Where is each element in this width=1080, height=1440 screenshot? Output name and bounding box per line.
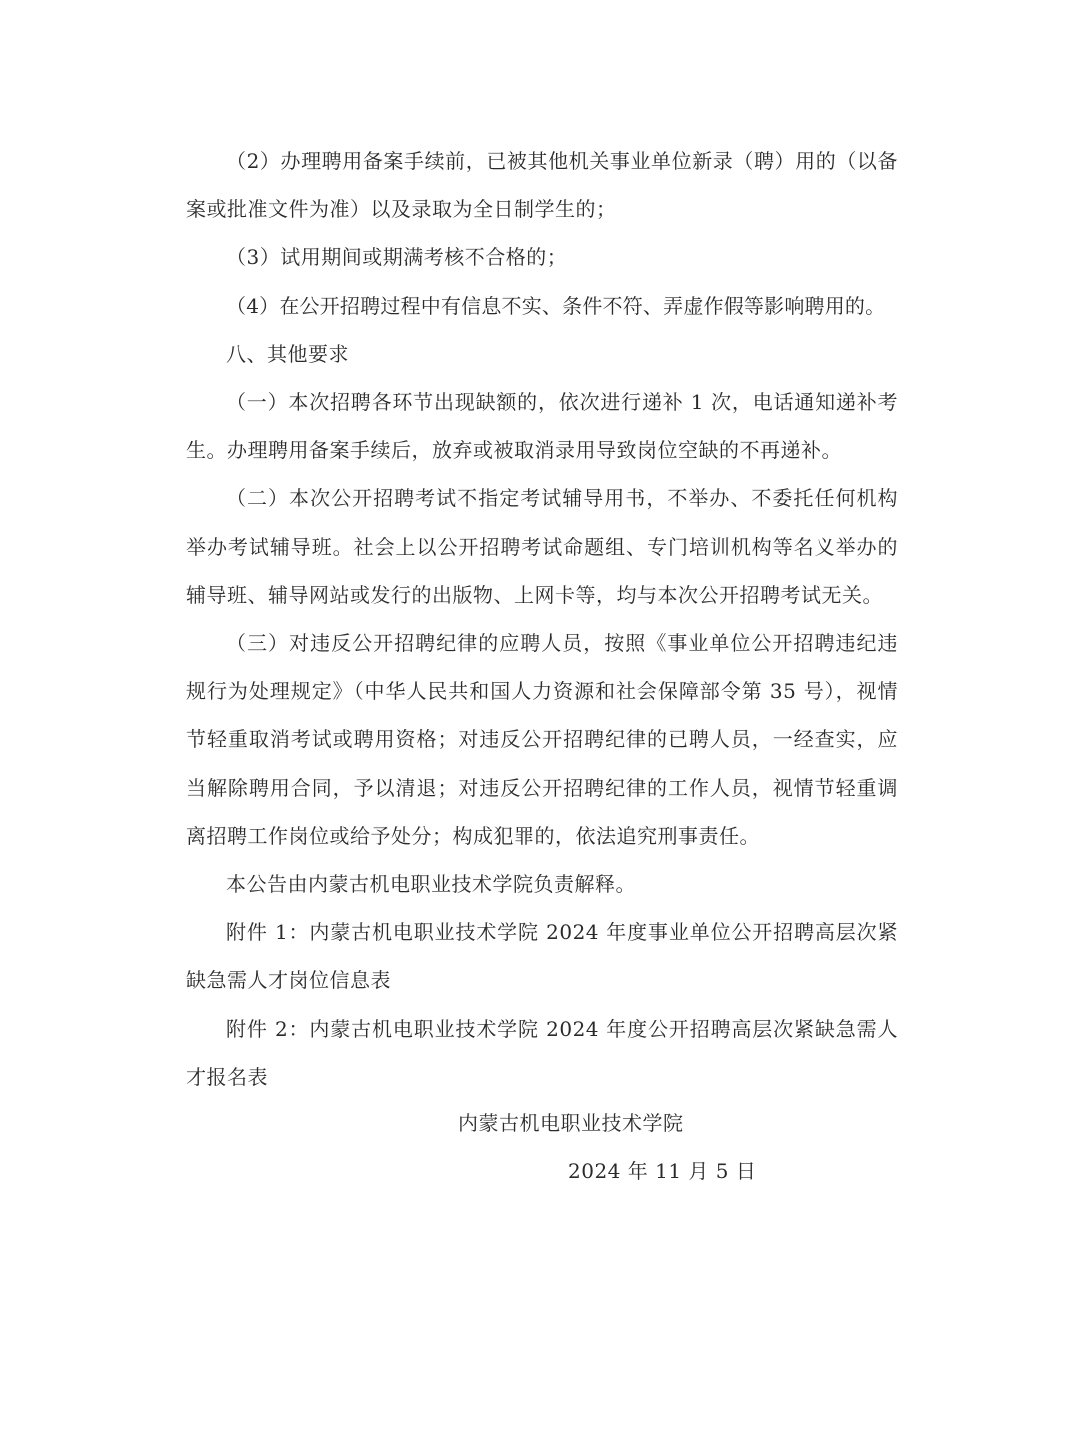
paragraph-item-4: （4）在公开招聘过程中有信息不实、条件不符、弄虚作假等影响聘用的。 [226,293,886,318]
paragraph-requirement-3: （三）对违反公开招聘纪律的应聘人员，按照《事业单位公开招聘违纪违规行为处理规定》（中华人民共和国人力资源和社会保障部令第 35 号），视情节轻重取消考试或聘用资格；对违反公开招聘纪律的已聘人员，一经查实，应当解除聘用合同，予以清退；对违反公开招聘纪律的工作人员，视情节轻重调离招聘工作岗位或给予处分；构成犯罪的，依法追究刑事责任。 [186,631,898,848]
paragraph-interpretation: 本公告由内蒙古机电职业技术学院负责解释。 [226,872,636,897]
paragraph-item-2: （2）办理聘用备案手续前，已被其他机关事业单位新录（聘）用的（以备案或批准文件为准）以及录取为全日制学生的； [186,149,898,222]
paragraph-item-3: （3）试用期间或期满考核不合格的； [226,245,568,270]
attachment-1: 附件 1：内蒙古机电职业技术学院 2024 年度事业单位公开招聘高层次紧缺急需人才岗位信息表 [186,920,898,993]
signature-date: 2024 年 11 月 5 日 [568,1159,757,1183]
document-body [186,137,898,1183]
section-heading-other-requirements: 八、其他要求 [226,341,349,366]
signature-organization: 内蒙古机电职业技术学院 [458,1111,684,1135]
attachment-2: 附件 2：内蒙古机电职业技术学院 2024 年度公开招聘高层次紧缺急需人才报名表 [186,1016,898,1089]
paragraph-requirement-2: （二）本次公开招聘考试不指定考试辅导用书，不举办、不委托任何机构举办考试辅导班。社会上以公开招聘考试命题组、专门培训机构等名义举办的辅导班、辅导网站或发行的出版物、上网卡等，均与本次公开招聘考试无关。 [186,486,898,607]
paragraph-requirement-1: （一）本次招聘各环节出现缺额的，依次进行递补 1 次，电话通知递补考生。办理聘用备案手续后，放弃或被取消录用导致岗位空缺的不再递补。 [186,390,898,463]
